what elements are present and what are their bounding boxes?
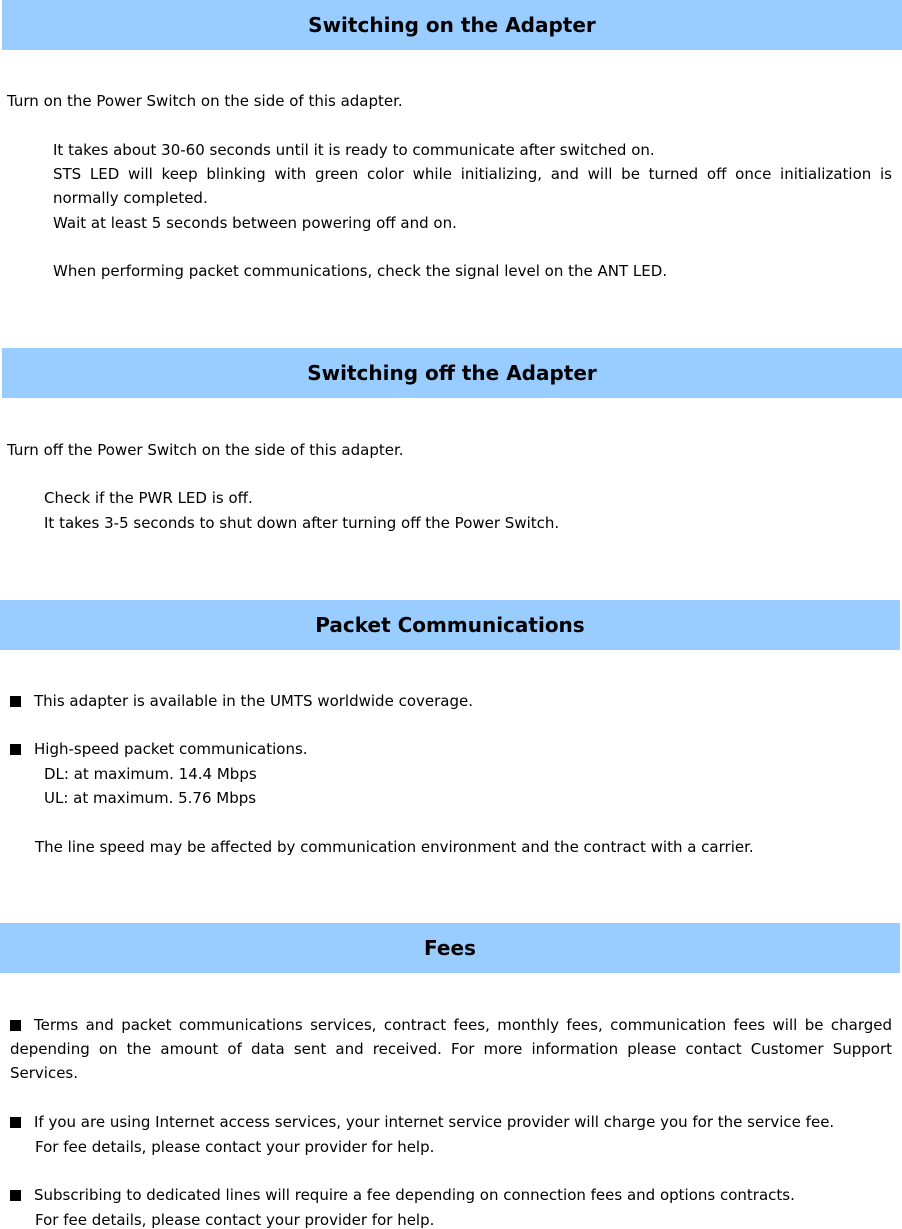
square-bullet-icon	[10, 1117, 21, 1128]
fee-details-note: For fee details, please contact your provider for help.	[35, 1211, 435, 1229]
square-bullet-icon	[10, 696, 21, 707]
fee-details-note: For fee details, please contact your provider for help.	[35, 1138, 435, 1156]
switch-on-note-2: STS LED will keep blinking with green color while initializing, and will be turned off once initialization is normally completed.	[53, 165, 892, 207]
list-item: Terms and packet communications services, contract fees, monthly fees, communication fees will be charged depending on the amount of data sent and received. For more information please contact Customer Support Services.	[10, 1016, 892, 1082]
list-item: High-speed packet communications.	[10, 740, 308, 758]
line-speed-note: The line speed may be affected by communication environment and the contract with a carrier.	[35, 838, 754, 856]
square-bullet-icon	[10, 1190, 21, 1201]
section-title: Switching on the Adapter	[308, 13, 596, 37]
switch-off-note-2: It takes 3-5 seconds to shut down after turning off the Power Switch.	[44, 514, 560, 532]
section-header-fees	[0, 923, 900, 973]
section-title: Fees	[424, 936, 476, 960]
section-header-switching-on	[2, 0, 902, 50]
downlink-speed: DL: at maximum. 14.4 Mbps	[44, 765, 257, 783]
square-bullet-icon	[10, 744, 21, 755]
switch-on-note-3: Wait at least 5 seconds between powering off and on.	[53, 214, 457, 232]
section-title: Packet Communications	[315, 613, 585, 637]
list-item: This adapter is available in the UMTS worldwide coverage.	[10, 692, 473, 710]
list-item: Subscribing to dedicated lines will require a fee depending on connection fees and options contracts.	[10, 1186, 795, 1204]
section-title: Switching off the Adapter	[307, 361, 597, 385]
section-header-packet-communications	[0, 600, 900, 650]
uplink-speed: UL: at maximum. 5.76 Mbps	[44, 789, 257, 807]
switch-off-note-1: Check if the PWR LED is off.	[44, 489, 253, 507]
switch-on-note-1: It takes about 30-60 seconds until it is ready to communicate after switched on.	[53, 141, 655, 159]
list-item: If you are using Internet access services, your internet service provider will charge you for the service fee.	[10, 1113, 834, 1131]
switch-off-intro: Turn off the Power Switch on the side of this adapter.	[7, 441, 404, 459]
switch-on-note-4: When performing packet communications, check the signal level on the ANT LED.	[53, 262, 668, 280]
section-header-switching-off	[2, 348, 902, 398]
square-bullet-icon	[10, 1020, 21, 1031]
switch-on-intro: Turn on the Power Switch on the side of this adapter.	[7, 92, 403, 110]
